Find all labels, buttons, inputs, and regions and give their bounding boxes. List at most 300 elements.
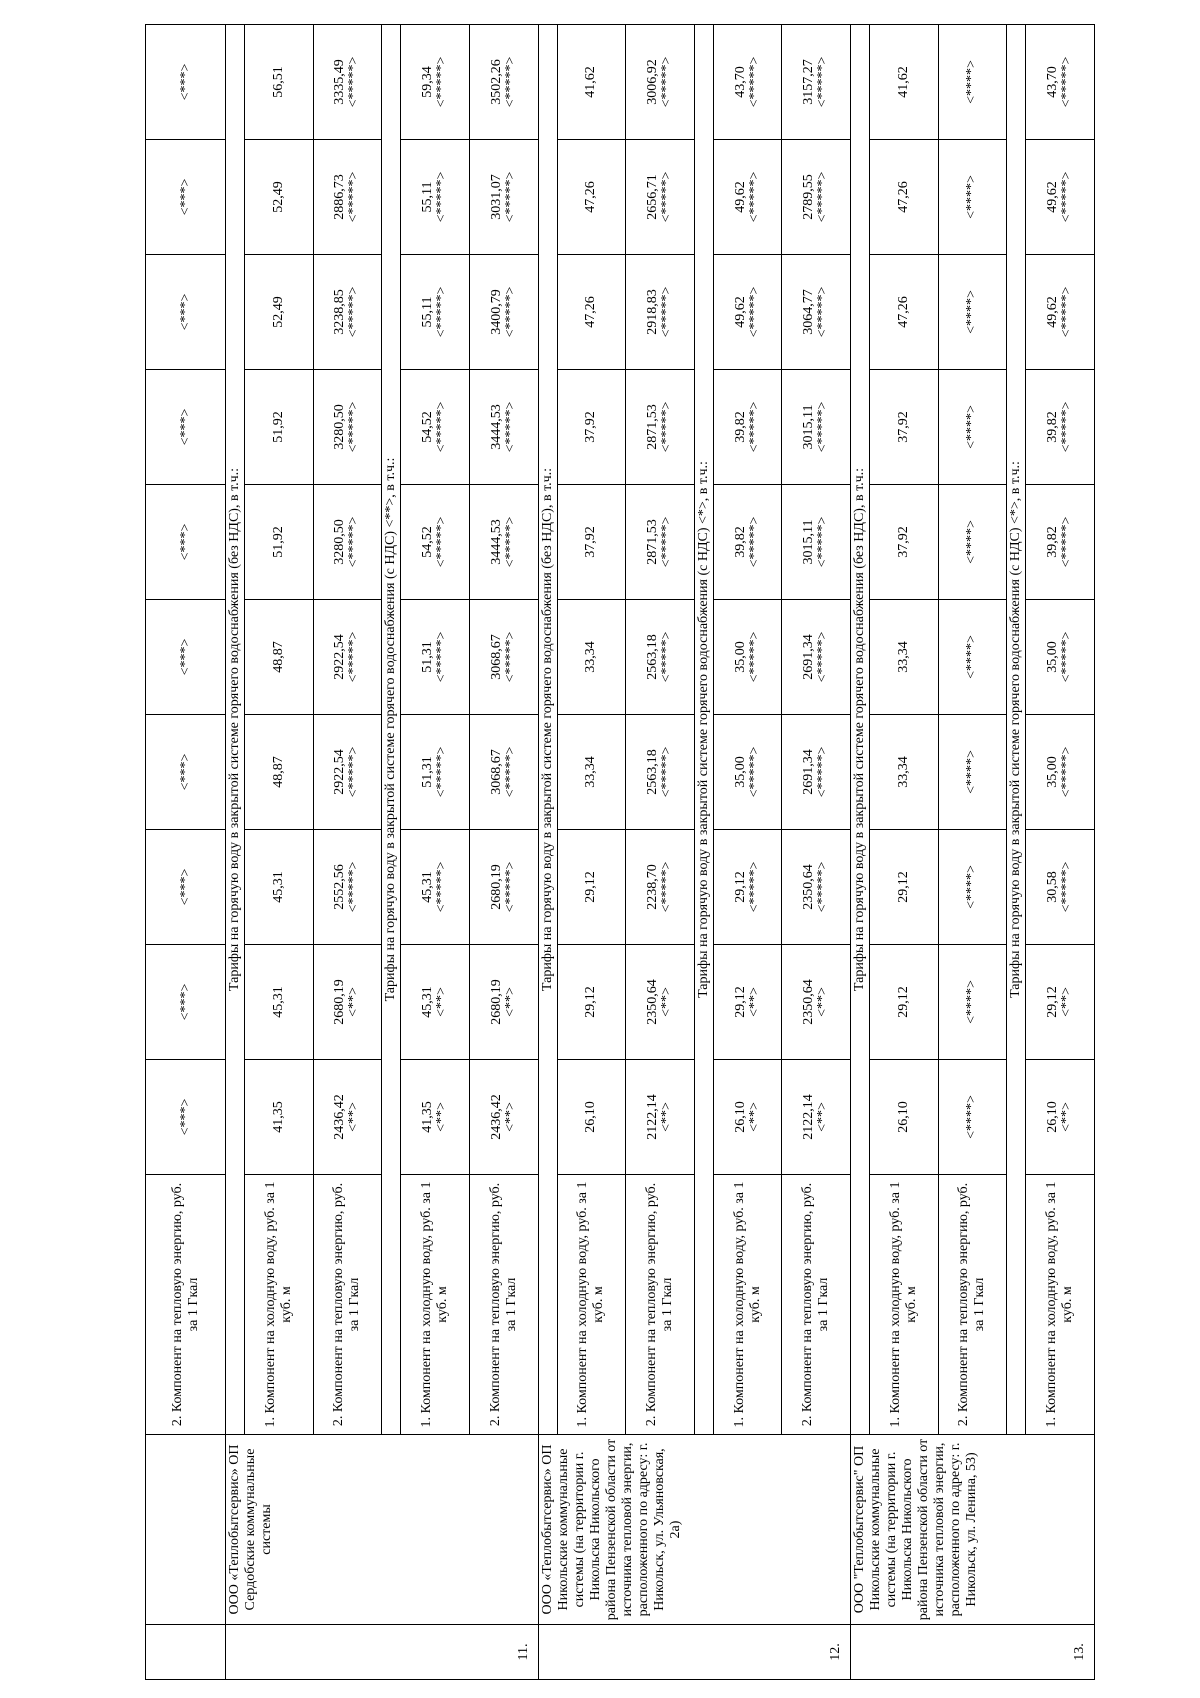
value-text: 2680,19 [488,864,504,910]
value-cell [626,600,695,715]
footnote-mark: <*****> [746,171,762,223]
value-text: 3335,49 [332,59,348,105]
value-text: 45,31 [420,986,436,1018]
value-text: 3280,50 [332,519,348,565]
value-cell [146,255,226,370]
row-label: 2. Компонент на тепловую энергию, руб. за 1 Гкал [146,1175,226,1435]
footnote-mark: <*****> [658,401,674,453]
value-text: 2680,19 [332,979,348,1025]
footnote-mark: <**> [502,987,518,1017]
footnote-mark: <*****> [746,56,762,108]
footnote-mark: <*****> [658,56,674,108]
footnote-mark: <*****> [1059,861,1075,913]
value-cell [782,830,851,945]
value-text: 2350,64 [801,864,817,910]
footnote-mark: <*****> [815,401,831,453]
block-number: 11. [226,1625,539,1680]
footnote-mark: <*****> [1059,286,1075,338]
row-label: 1. Компонент на холодную воду, руб. за 1 куб. м [713,1175,782,1435]
section-row [382,25,401,1680]
value-cell [938,715,1007,830]
value-cell [401,945,470,1060]
value-cell [245,485,314,600]
value-text: 48,87 [270,756,286,788]
footnote-mark: <*****> [346,401,362,453]
footnote-mark: <*****> [502,746,518,798]
value-cell [870,945,939,1060]
value-cell [782,25,851,140]
section-row [851,25,870,1680]
table-row [313,25,382,1680]
value-cell [557,1060,626,1175]
blank-cell [146,1625,226,1680]
value-text: <***> [177,638,193,676]
value-text: 3015,11 [801,404,817,450]
value-text: 3006,92 [644,59,660,105]
table-row [938,25,1007,1680]
footnote-mark: <*****> [658,171,674,223]
value-text: 54,52 [420,526,436,558]
value-text: 33,34 [895,756,911,788]
value-text: 29,12 [732,986,748,1018]
row-label: 2. Компонент на тепловую энергию, руб. за 1 Гкал [938,1175,1007,1435]
value-cell [713,255,782,370]
value-cell [245,140,314,255]
value-cell [146,370,226,485]
value-text: 49,62 [1045,296,1061,328]
value-text: 29,12 [1045,986,1061,1018]
row-label: 1. Компонент на холодную воду, руб. за 1 куб. м [870,1175,939,1435]
section-title: Тарифы на горячую воду в закрытой системе горячего водоснабжения (с НДС) <*>, в т.ч.: [1007,25,1026,1435]
value-cell [870,715,939,830]
value-cell [1026,370,1095,485]
value-text: 2691,34 [801,749,817,795]
value-text: 47,26 [895,181,911,213]
value-text: 49,62 [732,296,748,328]
value-cell [626,255,695,370]
value-cell [146,830,226,945]
footnote-mark: <*****> [346,56,362,108]
value-cell [469,485,538,600]
footnote-mark: <*****> [658,861,674,913]
value-text: 35,00 [732,756,748,788]
value-text: <***> [177,983,193,1021]
value-cell [713,485,782,600]
value-cell [313,485,382,600]
value-text: 45,31 [270,871,286,903]
value-cell [938,255,1007,370]
value-text: 37,92 [895,411,911,443]
value-text: 29,12 [895,871,911,903]
value-text: 49,62 [732,181,748,213]
value-text: 33,34 [895,641,911,673]
rotated-page [145,25,1095,1680]
section-row [694,25,713,1680]
value-cell [1026,830,1095,945]
value-cell [938,25,1007,140]
value-text: <***> [177,178,193,216]
table-row [870,25,939,1680]
value-text: 3068,67 [488,634,504,680]
value-text: 29,12 [895,986,911,1018]
value-cell [713,370,782,485]
value-text: 2436,42 [332,1094,348,1140]
value-cell [782,370,851,485]
value-cell [557,25,626,140]
value-cell [146,485,226,600]
value-text: 47,26 [583,181,599,213]
value-text: <****> [964,290,980,334]
footnote-mark: <*****> [434,56,450,108]
row-label: 1. Компонент на холодную воду, руб. за 1 куб. м [1026,1175,1095,1435]
value-cell [626,140,695,255]
value-cell [782,140,851,255]
value-cell [401,255,470,370]
row-label: 2. Компонент на тепловую энергию, руб. за 1 Гкал [313,1175,382,1435]
value-text: 55,11 [420,181,436,213]
row-label: 2. Компонент на тепловую энергию, руб. за 1 Гкал [782,1175,851,1435]
table-row [626,25,695,1680]
value-cell [146,25,226,140]
value-cell [469,255,538,370]
value-text: 2918,83 [644,289,660,335]
section-title: Тарифы на горячую воду в закрытой системе горячего водоснабжения (с НДС) <*>, в т.ч.: [694,25,713,1435]
value-cell [1026,945,1095,1060]
value-cell [469,140,538,255]
value-cell [626,485,695,600]
value-cell [626,945,695,1060]
value-cell [469,25,538,140]
value-cell [401,1060,470,1175]
footnote-mark: <*****> [1059,401,1075,453]
footnote-mark: <*****> [434,401,450,453]
table-row [1026,25,1095,1680]
value-cell [713,25,782,140]
value-cell [713,140,782,255]
table-row [245,25,314,1680]
table-row [469,25,538,1680]
footnote-mark: <*****> [815,286,831,338]
value-cell [557,255,626,370]
value-cell [245,600,314,715]
footnote-mark: <*****> [658,516,674,568]
value-text: <***> [177,523,193,561]
footnote-mark: <*****> [815,171,831,223]
footnote-mark: <*****> [346,746,362,798]
footnote-mark: <*****> [346,286,362,338]
value-cell [313,25,382,140]
value-text: <***> [177,1098,193,1136]
value-text: <***> [177,753,193,791]
row-label: 2. Компонент на тепловую энергию, руб. за 1 Гкал [626,1175,695,1435]
value-text: 2563,18 [644,634,660,680]
footnote-mark: <*****> [502,171,518,223]
value-text: 2350,64 [801,979,817,1025]
value-text: 3015,11 [801,519,817,565]
footnote-mark: <*****> [434,631,450,683]
value-cell [245,370,314,485]
footnote-mark: <**> [1059,987,1075,1017]
value-text: 29,12 [732,871,748,903]
footnote-mark: <*****> [1059,516,1075,568]
value-cell [469,370,538,485]
organization-name: ООО «Теплобытсервис» ОП Никольские коммунальные системы (на территории г. Никольска Никольского района Пензенской области от источника тепловой энергии, расположенного по адресу: г. Никольск, ул. Ульяновская, 2а) [538,1435,851,1625]
value-text: 47,26 [895,296,911,328]
value-text: 3238,85 [332,289,348,335]
value-text: 52,49 [270,296,286,328]
value-cell [713,1060,782,1175]
footnote-mark: <*****> [346,861,362,913]
value-cell [713,945,782,1060]
value-cell [870,25,939,140]
value-text: 29,12 [583,986,599,1018]
section-row [538,25,557,1680]
value-cell [626,1060,695,1175]
value-cell [782,945,851,1060]
value-text: <****> [964,865,980,909]
footnote-mark: <**> [746,1102,762,1132]
footnote-mark: <*****> [502,401,518,453]
footnote-mark: <*****> [434,516,450,568]
footnote-mark: <**> [346,987,362,1017]
value-text: 55,11 [420,296,436,328]
value-cell [245,1060,314,1175]
value-cell [938,830,1007,945]
value-text: 3031,07 [488,174,504,220]
value-cell [938,485,1007,600]
value-text: 3280,50 [332,404,348,450]
value-cell [782,600,851,715]
value-cell [245,255,314,370]
value-cell [870,830,939,945]
section-title: Тарифы на горячую воду в закрытой системе горячего водоснабжения (без НДС), в т.ч.: [226,25,245,1435]
value-cell [401,715,470,830]
value-text: 26,10 [732,1101,748,1133]
footnote-mark: <*****> [346,516,362,568]
section-title: Тарифы на горячую воду в закрытой системе горячего водоснабжения (с НДС) <**>, в т.ч.: [382,25,401,1435]
organization-name: ООО «Теплобытсервис» ОП Сердобские коммунальные системы [226,1435,539,1625]
value-text: 33,34 [583,641,599,673]
value-cell [313,370,382,485]
footnote-mark: <*****> [502,861,518,913]
footnote-mark: <*****> [434,861,450,913]
value-text: <****> [964,635,980,679]
value-text: 2563,18 [644,749,660,795]
row-label: 1. Компонент на холодную воду, руб. за 1 куб. м [401,1175,470,1435]
footnote-mark: <*****> [746,746,762,798]
footnote-mark: <*****> [502,631,518,683]
value-cell [313,715,382,830]
footnote-mark: <*****> [1059,746,1075,798]
value-cell [870,255,939,370]
value-text: 3068,67 [488,749,504,795]
block-number: 12. [538,1625,851,1680]
value-text: <***> [177,408,193,446]
table-row [146,25,226,1680]
value-cell [401,25,470,140]
value-text: 30,58 [1045,871,1061,903]
value-cell [713,830,782,945]
footnote-mark: <*****> [658,286,674,338]
value-cell [938,140,1007,255]
value-text: 39,82 [732,526,748,558]
value-text: 2871,53 [644,404,660,450]
value-cell [469,945,538,1060]
value-cell [245,715,314,830]
table-row [401,25,470,1680]
value-cell [245,25,314,140]
section-row [226,25,245,1680]
footnote-mark: <**> [346,1102,362,1132]
value-cell [401,370,470,485]
footnote-mark: <**> [434,1102,450,1132]
blank-cell [146,1435,226,1625]
value-cell [1026,715,1095,830]
footnote-mark: <*****> [434,746,450,798]
value-text: 29,12 [583,871,599,903]
value-cell [245,830,314,945]
value-cell [1026,1060,1095,1175]
value-text: 41,62 [583,66,599,98]
value-cell [245,945,314,1060]
value-text: 41,62 [895,66,911,98]
value-cell [146,1060,226,1175]
row-label: 2. Компонент на тепловую энергию, руб. за 1 Гкал [469,1175,538,1435]
footnote-mark: <*****> [815,746,831,798]
value-text: 2350,64 [644,979,660,1025]
value-text: <****> [964,405,980,449]
value-cell [146,945,226,1060]
value-text: 26,10 [583,1101,599,1133]
value-text: 45,31 [420,871,436,903]
value-text: 26,10 [895,1101,911,1133]
value-text: 48,87 [270,641,286,673]
footnote-mark: <*****> [434,286,450,338]
value-cell [938,370,1007,485]
section-row [1007,25,1026,1680]
value-text: 39,82 [1045,411,1061,443]
tariff-table [145,24,1095,1680]
value-cell [469,830,538,945]
value-text: 47,26 [583,296,599,328]
value-text: 45,31 [270,986,286,1018]
value-text: 2122,14 [644,1094,660,1140]
block-number: 13. [851,1625,1095,1680]
value-text: 39,82 [732,411,748,443]
footnote-mark: <**> [1059,1102,1075,1132]
value-cell [146,140,226,255]
value-text: 35,00 [1045,641,1061,673]
value-cell [626,715,695,830]
value-text: 51,92 [270,526,286,558]
value-text: 2871,53 [644,519,660,565]
value-text: 2789,55 [801,174,817,220]
value-text: 3444,53 [488,519,504,565]
value-cell [401,485,470,600]
value-text: 37,92 [583,411,599,443]
value-text: 41,35 [270,1101,286,1133]
footnote-mark: <*****> [746,861,762,913]
footnote-mark: <**> [746,987,762,1017]
value-cell [557,370,626,485]
value-text: 56,51 [270,66,286,98]
value-cell [557,485,626,600]
value-cell [313,600,382,715]
value-cell [557,830,626,945]
footnote-mark: <*****> [815,861,831,913]
value-cell [313,255,382,370]
footnote-mark: <*****> [658,631,674,683]
footnote-mark: <**> [815,1102,831,1132]
value-text: <****> [964,520,980,564]
value-cell [557,140,626,255]
value-cell [870,140,939,255]
value-text: 3502,26 [488,59,504,105]
value-cell [938,945,1007,1060]
footnote-mark: <*****> [1059,171,1075,223]
footnote-mark: <*****> [434,171,450,223]
value-cell [626,830,695,945]
value-cell [1026,600,1095,715]
row-label: 1. Компонент на холодную воду, руб. за 1 куб. м [245,1175,314,1435]
value-cell [557,600,626,715]
footnote-mark: <*****> [746,631,762,683]
table-row [557,25,626,1680]
value-cell [870,600,939,715]
value-text: 2552,56 [332,864,348,910]
footnote-mark: <**> [815,987,831,1017]
value-text: 2656,71 [644,174,660,220]
value-text: 3400,79 [488,289,504,335]
value-cell [313,830,382,945]
footnote-mark: <*****> [658,746,674,798]
value-cell [1026,485,1095,600]
section-title: Тарифы на горячую воду в закрытой системе горячего водоснабжения (без НДС), в т.ч.: [851,25,870,1435]
footnote-mark: <*****> [815,516,831,568]
footnote-mark: <*****> [502,56,518,108]
value-text: 41,35 [420,1101,436,1133]
value-text: 26,10 [1045,1101,1061,1133]
value-text: 54,52 [420,411,436,443]
table-row [713,25,782,1680]
footnote-mark: <*****> [502,516,518,568]
value-cell [626,370,695,485]
footnote-mark: <*****> [815,56,831,108]
value-cell [146,715,226,830]
value-cell [870,485,939,600]
footnote-mark: <**> [502,1102,518,1132]
section-title: Тарифы на горячую воду в закрытой системе горячего водоснабжения (без НДС), в т.ч.: [538,25,557,1435]
value-cell [557,715,626,830]
value-cell [401,140,470,255]
footnote-mark: <**> [434,987,450,1017]
value-text: 3157,27 [801,59,817,105]
value-text: 2436,42 [488,1094,504,1140]
value-text: <****> [964,1095,980,1139]
value-cell [313,1060,382,1175]
value-text: 3444,53 [488,404,504,450]
value-text: 39,82 [1045,526,1061,558]
value-text: 43,70 [1045,66,1061,98]
footnote-mark: <*****> [1059,631,1075,683]
value-cell [313,140,382,255]
value-text: 2238,70 [644,864,660,910]
value-cell [469,715,538,830]
value-text: 2922,54 [332,634,348,680]
value-cell [626,25,695,140]
value-cell [713,715,782,830]
value-text: <****> [964,980,980,1024]
